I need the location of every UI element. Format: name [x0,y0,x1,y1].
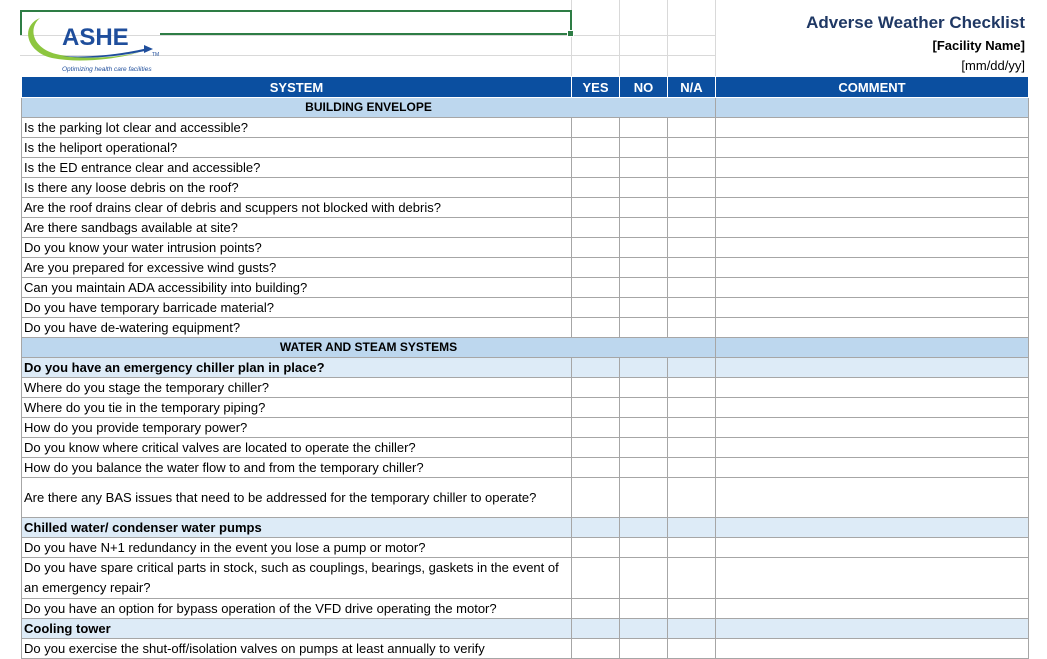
na-cell[interactable] [668,619,716,639]
table-row [22,538,1029,558]
yes-cell[interactable] [572,298,620,318]
question-cell: Where do you stage the temporary chiller? [22,378,572,398]
comment-cell[interactable] [716,138,1029,158]
yes-cell[interactable] [572,238,620,258]
question-cell: How do you balance the water flow to and from the temporary chiller? [22,458,572,478]
comment-cell[interactable] [716,619,1029,639]
yes-cell[interactable] [572,218,620,238]
yes-cell[interactable] [572,378,620,398]
comment-cell[interactable] [716,198,1029,218]
table-row [22,138,1029,158]
no-cell[interactable] [620,238,668,258]
table-row [22,438,1029,458]
comment-cell[interactable] [716,438,1029,458]
column-header-system: SYSTEM [22,77,572,98]
no-cell[interactable] [620,158,668,178]
comment-cell[interactable] [716,338,1029,358]
subsection-title: Do you have an emergency chiller plan in place? [22,358,572,378]
comment-cell[interactable] [716,98,1029,118]
na-cell[interactable] [668,298,716,318]
comment-cell[interactable] [716,118,1029,138]
no-cell[interactable] [620,118,668,138]
no-cell[interactable] [620,278,668,298]
table-row [22,238,1029,258]
question-cell: Where do you tie in the temporary piping? [22,398,572,418]
comment-cell[interactable] [716,418,1029,438]
yes-cell[interactable] [572,518,620,538]
no-cell[interactable] [620,358,668,378]
logo-swoosh-icon [22,12,162,74]
comment-cell[interactable] [716,258,1029,278]
na-cell[interactable] [668,558,716,599]
no-cell[interactable] [620,378,668,398]
question-cell: Are you prepared for excessive wind gusts? [22,258,572,278]
no-cell[interactable] [620,418,668,438]
no-cell[interactable] [620,599,668,619]
yes-cell[interactable] [572,639,620,659]
date-cell[interactable]: [mm/dd/yy] [961,58,1025,73]
table-row [22,218,1029,238]
selected-cell[interactable] [160,10,572,35]
na-cell[interactable] [668,518,716,538]
subsection-row [22,358,1029,378]
table-row [22,258,1029,278]
comment-cell[interactable] [716,298,1029,318]
question-cell: Are there sandbags available at site? [22,218,572,238]
na-cell[interactable] [668,358,716,378]
na-cell[interactable] [668,218,716,238]
table-row [22,639,1029,659]
no-cell[interactable] [620,218,668,238]
question-cell: Do you have de-watering equipment? [22,318,572,338]
yes-cell[interactable] [572,318,620,338]
section-title: WATER AND STEAM SYSTEMS [22,338,716,358]
no-cell[interactable] [620,518,668,538]
yes-cell[interactable] [572,438,620,458]
comment-cell[interactable] [716,378,1029,398]
svg-text:TM: TM [152,52,160,58]
no-cell[interactable] [620,398,668,418]
question-cell: Is the ED entrance clear and accessible? [22,158,572,178]
question-cell: Are there any BAS issues that need to be addressed for the temporary chiller to operate? [22,478,572,518]
column-header-no: NO [620,77,668,98]
table-row [22,418,1029,438]
table-header-row [22,77,1029,98]
table-row [22,478,1029,518]
column-header-yes: YES [572,77,620,98]
no-cell[interactable] [620,298,668,318]
ashe-logo [22,12,162,74]
subsection-row [22,518,1029,538]
comment-cell[interactable] [716,238,1029,258]
yes-cell[interactable] [572,398,620,418]
table-row [22,458,1029,478]
yes-cell[interactable] [572,158,620,178]
na-cell[interactable] [668,418,716,438]
comment-cell[interactable] [716,639,1029,659]
na-cell[interactable] [668,538,716,558]
na-cell[interactable] [668,178,716,198]
column-header-comment: COMMENT [716,77,1029,98]
yes-cell[interactable] [572,278,620,298]
na-cell[interactable] [668,458,716,478]
comment-cell[interactable] [716,178,1029,198]
comment-cell[interactable] [716,518,1029,538]
table-row [22,118,1029,138]
question-cell: Do you have N+1 redundancy in the event you lose a pump or motor? [22,538,572,558]
no-cell[interactable] [620,639,668,659]
no-cell[interactable] [620,478,668,518]
no-cell[interactable] [620,198,668,218]
table-row [22,558,1029,599]
question-cell: Can you maintain ADA accessibility into building? [22,278,572,298]
na-cell[interactable] [668,438,716,458]
comment-cell[interactable] [716,599,1029,619]
table-row [22,398,1029,418]
question-cell: Is the parking lot clear and accessible? [22,118,572,138]
section-header-row [22,338,1029,358]
facility-name-cell[interactable]: [Facility Name] [932,38,1025,53]
no-cell[interactable] [620,458,668,478]
subsection-title: Cooling tower [22,619,572,639]
na-cell[interactable] [668,478,716,518]
gridline [619,0,620,76]
no-cell[interactable] [620,258,668,278]
column-header-na: N/A [668,77,716,98]
subsection-row [22,619,1029,639]
page-title: Adverse Weather Checklist [806,13,1025,32]
na-cell[interactable] [668,138,716,158]
checklist-table [21,76,1029,659]
question-cell: Do you know your water intrusion points? [22,238,572,258]
na-cell[interactable] [668,599,716,619]
na-cell[interactable] [668,258,716,278]
question-cell: Is there any loose debris on the roof? [22,178,572,198]
table-row [22,178,1029,198]
comment-cell[interactable] [716,218,1029,238]
na-cell[interactable] [668,118,716,138]
na-cell[interactable] [668,278,716,298]
comment-cell[interactable] [716,538,1029,558]
comment-cell[interactable] [716,478,1029,518]
subsection-title: Chilled water/ condenser water pumps [22,518,572,538]
no-cell[interactable] [620,538,668,558]
table-row [22,599,1029,619]
section-title: BUILDING ENVELOPE [22,98,716,118]
yes-cell[interactable] [572,178,620,198]
yes-cell[interactable] [572,418,620,438]
no-cell[interactable] [620,438,668,458]
na-cell[interactable] [668,158,716,178]
yes-cell[interactable] [572,258,620,278]
comment-cell[interactable] [716,278,1029,298]
gridline [715,0,716,76]
section-header-row [22,98,1029,118]
table-row [22,198,1029,218]
na-cell[interactable] [668,378,716,398]
no-cell[interactable] [620,619,668,639]
no-cell[interactable] [620,178,668,198]
yes-cell[interactable] [572,458,620,478]
yes-cell[interactable] [572,138,620,158]
table-row [22,278,1029,298]
comment-cell[interactable] [716,358,1029,378]
no-cell[interactable] [620,558,668,599]
yes-cell[interactable] [572,358,620,378]
yes-cell[interactable] [572,619,620,639]
yes-cell[interactable] [572,558,620,599]
comment-cell[interactable] [716,158,1029,178]
question-cell: Do you have spare critical parts in stock, such as couplings, bearings, gaskets in the event of an emergency repair? [22,558,572,599]
na-cell[interactable] [668,198,716,218]
svg-text:ASHE: ASHE [62,24,129,51]
comment-cell[interactable] [716,558,1029,599]
question-cell: Do you have temporary barricade material? [22,298,572,318]
question-cell: Do you have an option for bypass operation of the VFD drive operating the motor? [22,599,572,619]
yes-cell[interactable] [572,198,620,218]
question-cell: Are the roof drains clear of debris and scuppers not blocked with debris? [22,198,572,218]
na-cell[interactable] [668,639,716,659]
yes-cell[interactable] [572,599,620,619]
question-cell: Do you know where critical valves are located to operate the chiller? [22,438,572,458]
na-cell[interactable] [668,238,716,258]
gridline [667,0,668,76]
yes-cell[interactable] [572,538,620,558]
comment-cell[interactable] [716,318,1029,338]
svg-text:Optimizing health care facilit: Optimizing health care facilities [62,66,152,73]
table-row [22,158,1029,178]
yes-cell[interactable] [572,478,620,518]
question-cell: Do you exercise the shut-off/isolation valves on pumps at least annually to verify [22,639,572,659]
table-row [22,318,1029,338]
na-cell[interactable] [668,398,716,418]
question-cell: How do you provide temporary power? [22,418,572,438]
no-cell[interactable] [620,138,668,158]
comment-cell[interactable] [716,398,1029,418]
question-cell: Is the heliport operational? [22,138,572,158]
yes-cell[interactable] [572,118,620,138]
no-cell[interactable] [620,318,668,338]
na-cell[interactable] [668,318,716,338]
table-row [22,298,1029,318]
comment-cell[interactable] [716,458,1029,478]
table-row [22,378,1029,398]
